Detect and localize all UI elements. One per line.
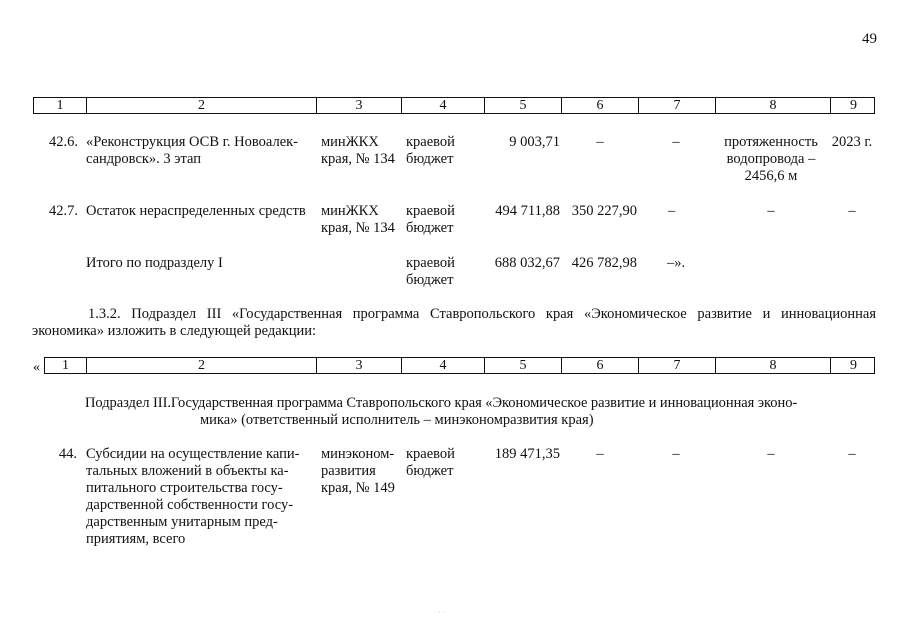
header-col-8: 8 — [715, 98, 830, 113]
row-44-col5: 189 471,35 — [494, 446, 560, 462]
row-42-7-source-line1: краевой — [406, 203, 455, 219]
header2-col-8: 8 — [715, 358, 830, 373]
row-44-org — [321, 446, 403, 497]
total-col5: 688 032,67 — [494, 255, 560, 271]
row-44-col6: – — [596, 446, 604, 462]
row-42-7-number: 42.7. — [49, 203, 78, 219]
row-44-col9: – — [848, 446, 856, 462]
row-42-7-source — [406, 203, 484, 237]
row-42-6-org-line2: края, № 134 — [321, 151, 395, 167]
row-42-6-source-line2: бюджет — [406, 151, 454, 167]
header-col-2: 2 — [86, 98, 316, 113]
header2-col-6: 6 — [561, 358, 638, 373]
row-44-source — [406, 446, 484, 480]
opening-quote-mark: « — [33, 360, 40, 375]
row-44-org-line2: развития — [321, 463, 376, 479]
row-44-number: 44. — [58, 446, 77, 462]
row-42-7-org-line2: края, № 134 — [321, 220, 395, 236]
row-42-7-col5: 494 711,88 — [495, 203, 560, 219]
row-42-6-name-line2: сандровск». 3 этап — [86, 151, 202, 167]
subsection-title-line2: мика» (ответственный исполнитель – минэкономразвития края) — [200, 412, 594, 428]
table1-header-row — [33, 97, 875, 114]
row-44-name-line5: дарственным унитарным пред- — [86, 514, 278, 530]
total-source-line1: краевой — [406, 255, 455, 271]
row-44-name-line4: дарственной собственности госу- — [86, 497, 294, 513]
row-42-7-name: Остаток нераспределенных средств — [86, 203, 306, 219]
total-source — [406, 255, 484, 289]
row-44-name — [86, 446, 317, 548]
row-42-6-number: 42.6. — [49, 134, 78, 150]
header2-col-3: 3 — [316, 358, 401, 373]
row-42-7-col7: – — [668, 203, 676, 219]
header-col-9: 9 — [830, 98, 876, 113]
header-col-5: 5 — [484, 98, 561, 113]
total-col6: 426 782,98 — [571, 255, 637, 271]
row-42-6-col8-line2: водопровода – — [726, 151, 816, 167]
row-44-name-line6: приятиям, всего — [86, 531, 186, 547]
header-col-3: 3 — [316, 98, 401, 113]
header2-col-5: 5 — [484, 358, 561, 373]
header2-col-7: 7 — [638, 358, 715, 373]
header2-col-4: 4 — [401, 358, 484, 373]
header-col-4: 4 — [401, 98, 484, 113]
row-44-source-line1: краевой — [406, 446, 455, 462]
row-44-name-line3: питального строительства госу- — [86, 480, 283, 496]
total-col7: –». — [667, 255, 686, 271]
header-col-1: 1 — [56, 98, 64, 113]
row-42-6-col7: – — [672, 134, 680, 150]
total-source-line2: бюджет — [406, 272, 454, 288]
row-42-6-name — [86, 134, 317, 168]
row-42-6-col5: 9 003,71 — [509, 134, 560, 150]
row-42-6-col8-line3: 2456,6 м — [744, 168, 798, 184]
row-42-7-org-line1: минЖКХ — [321, 203, 379, 219]
header-col-6: 6 — [561, 98, 638, 113]
row-42-6-source — [406, 134, 484, 168]
header-col-7: 7 — [638, 98, 715, 113]
row-44-col8: – — [767, 446, 775, 462]
header2-col-1: 1 — [62, 358, 69, 373]
amendment-paragraph: 1.3.2. Подраздел III «Государственная программа Ставропольского края «Экономическое развитие и инновационная экономика» изложить в следующей редакции: — [32, 306, 876, 339]
table2-header-row — [44, 357, 875, 374]
scan-speck: · · — [438, 608, 446, 617]
row-42-6-col8 — [711, 134, 831, 185]
row-42-6-org-line1: минЖКХ — [321, 134, 379, 150]
total-label: Итого по подразделу I — [86, 255, 223, 271]
row-42-7-col8: – — [767, 203, 775, 219]
row-42-7-col9: – — [848, 203, 856, 219]
row-44-col7: – — [672, 446, 680, 462]
row-42-6-org — [321, 134, 403, 168]
row-42-6-col8-line1: протяженность — [724, 134, 818, 150]
row-42-7-org — [321, 203, 403, 237]
header2-col-2: 2 — [86, 358, 316, 373]
row-44-name-line1: Субсидии на осуществление капи- — [86, 446, 300, 462]
row-42-7-col6: 350 227,90 — [571, 203, 637, 219]
row-42-6-col9: 2023 г. — [831, 134, 873, 150]
row-44-org-line3: края, № 149 — [321, 480, 395, 496]
subsection-title-line1: Подраздел III.Государственная программа Ставропольского края «Экономическое развитие и инновационная эконо- — [85, 395, 798, 411]
row-44-source-line2: бюджет — [406, 463, 454, 479]
row-42-6-col6: – — [596, 134, 604, 150]
header2-col-9: 9 — [830, 358, 876, 373]
row-42-7-source-line2: бюджет — [406, 220, 454, 236]
page-number: 49 — [862, 31, 877, 47]
row-42-6-name-line1: «Реконструкция ОСВ г. Новоалек- — [86, 134, 298, 150]
row-44-org-line1: минэконом- — [321, 446, 395, 462]
row-42-6-source-line1: краевой — [406, 134, 455, 150]
row-44-name-line2: тальных вложений в объекты ка- — [86, 463, 289, 479]
